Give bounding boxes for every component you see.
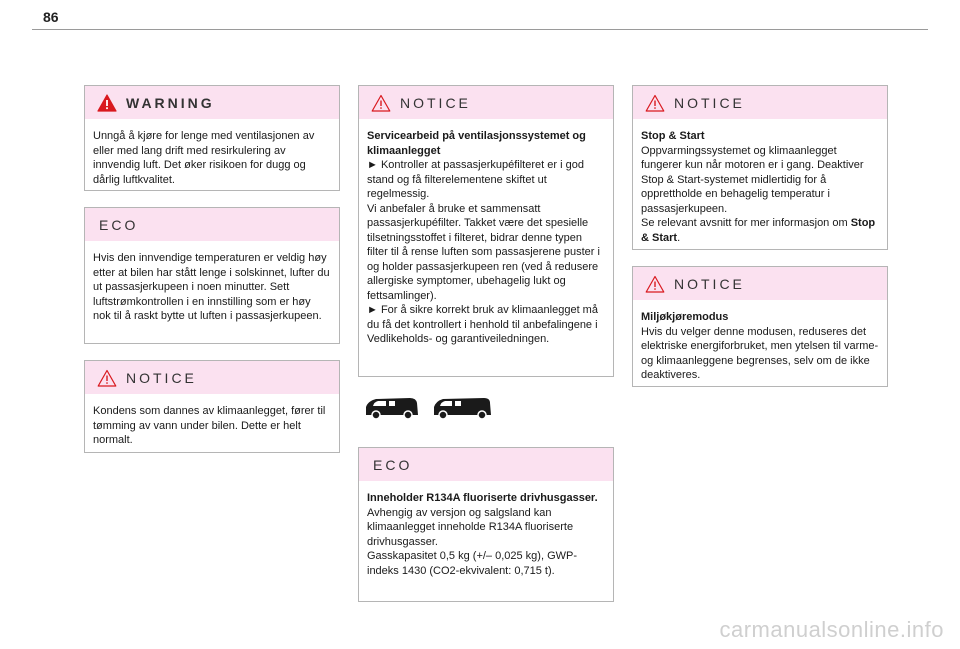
- notice-text: Kondens som dannes av klimaanlegget, fører til tømming av vann under bilen. Dette er helt normalt.: [93, 405, 326, 446]
- stop-start-notice-title: NOTICE: [674, 94, 745, 111]
- service-paragraph-2: Vi anbefaler å bruke et sammensatt passasjerkupéfilter. Takket være det spesielle tilsetningsstoffet i filteret, bidrar denne typen filter til å rense luften som passasjerene puster i og holder passasjerkupeen ren (ved å redusere allergiske symptomer, ubehagelig lukt og fettsamlinger).: [367, 202, 600, 302]
- notice-triangle-icon: [371, 94, 391, 112]
- van-long-icon: [432, 393, 492, 423]
- refrigerant-paragraph-2: Gasskapasitet 0,5 kg (+/– 0,025 kg), GWP-indeks 1430 (CO2-ekvivalent: 0,715 t).: [367, 550, 578, 577]
- eco-mode-text: Hvis du velger denne modusen, reduseres det elektriske energiforbruket, men ytelsen til varme- og klimaanleggene begrenses, selv om de ikke deaktiveres.: [641, 325, 879, 381]
- service-notice-title: NOTICE: [400, 94, 471, 111]
- stop-start-heading: Stop & Start: [641, 130, 705, 142]
- column-2: [358, 85, 614, 618]
- refrigerant-eco-box: [358, 447, 614, 602]
- notice-title: NOTICE: [126, 369, 197, 386]
- stop-start-notice-body: [633, 119, 887, 254]
- service-notice-header: [359, 86, 613, 119]
- service-notice-box: [358, 85, 614, 377]
- stop-start-notice-header: [633, 86, 887, 119]
- warning-triangle-icon: [97, 94, 117, 112]
- watermark: carmanualsonline.info: [719, 617, 944, 642]
- notice-body: [85, 394, 339, 457]
- refrigerant-heading: Inneholder R134A fluoriserte drivhusgasser.: [367, 492, 598, 504]
- column-1: [84, 85, 340, 469]
- eco-box-header: [85, 208, 339, 241]
- refrigerant-eco-body: [359, 481, 613, 587]
- stop-start-ref-prefix: Se relevant avsnitt for mer informasjon om: [641, 217, 851, 229]
- warning-box-header: [85, 86, 339, 119]
- eco-mode-notice-body: [633, 300, 887, 392]
- eco-mode-notice-header: [633, 267, 887, 300]
- notice-triangle-icon: [645, 94, 665, 112]
- stop-start-reference: [641, 216, 879, 245]
- notice-triangle-icon: [645, 275, 665, 293]
- refrigerant-eco-header: [359, 448, 613, 481]
- service-paragraph-1: ► Kontroller at passasjerkupéfilteret er i god stand og få filterelementene skiftet ut regelmessig.: [367, 159, 584, 200]
- service-paragraph-3: ► For å sikre korrekt bruk av klimaanlegget må du få det kontrollert i henhold til anbefalingene i Vedlikeholds- og garantiveiledningen.: [367, 304, 598, 345]
- stop-start-ref-suffix: .: [677, 231, 681, 244]
- stop-start-ref-bold: Stop & Start: [641, 217, 876, 244]
- warning-box: [84, 85, 340, 191]
- eco-mode-heading: Miljøkjøremodus: [641, 311, 729, 323]
- column-3: [632, 85, 888, 403]
- refrigerant-paragraph-1: Avhengig av versjon og salgsland kan klimaanlegget inneholde R134A fluoriserte drivhusgasser.: [367, 506, 574, 548]
- warning-title: WARNING: [126, 94, 215, 111]
- eco-mode-notice-box: [632, 266, 888, 387]
- page-number: 86: [43, 9, 59, 25]
- warning-body: [85, 119, 339, 196]
- notice-triangle-icon: [97, 369, 117, 387]
- refrigerant-eco-title: ECO: [373, 456, 413, 473]
- eco-title: ECO: [99, 216, 139, 233]
- notice-box: [84, 360, 340, 453]
- eco-mode-notice-title: NOTICE: [674, 275, 745, 292]
- stop-start-notice-box: [632, 85, 888, 250]
- service-notice-body: [359, 119, 613, 356]
- eco-body: [85, 241, 339, 333]
- eco-box: [84, 207, 340, 344]
- warning-text: Unngå å kjøre for lenge med ventilasjonen av eller med lang drift med resirkulering av innvendig luft. Det øker risikoen for dugg og dårlig luftkvalitet.: [93, 130, 315, 186]
- van-short-icon: [362, 393, 422, 423]
- vehicle-icons: [358, 393, 614, 433]
- eco-text: Hvis den innvendige temperaturen er veldig høy etter at bilen har stått lenge i solskinnet, lufter du ut passasjerkupeen i noen minutter. Sett luftstrømkontrollen i en innstilling som er høy nok til å raskt bytte ut luften i passasjerkupeen.: [93, 252, 330, 322]
- stop-start-text: Oppvarmingssystemet og klimaanlegget fungerer kun når motoren er i gang. Deaktiver Stop & Start-systemet midlertidig for å opprettholde en behagelig temperatur i passasjerkupeen.: [641, 144, 864, 215]
- service-heading: Servicearbeid på ventilasjonssystemet og klimaanlegget: [367, 130, 586, 157]
- notice-box-header: [85, 361, 339, 394]
- top-divider: [32, 29, 928, 30]
